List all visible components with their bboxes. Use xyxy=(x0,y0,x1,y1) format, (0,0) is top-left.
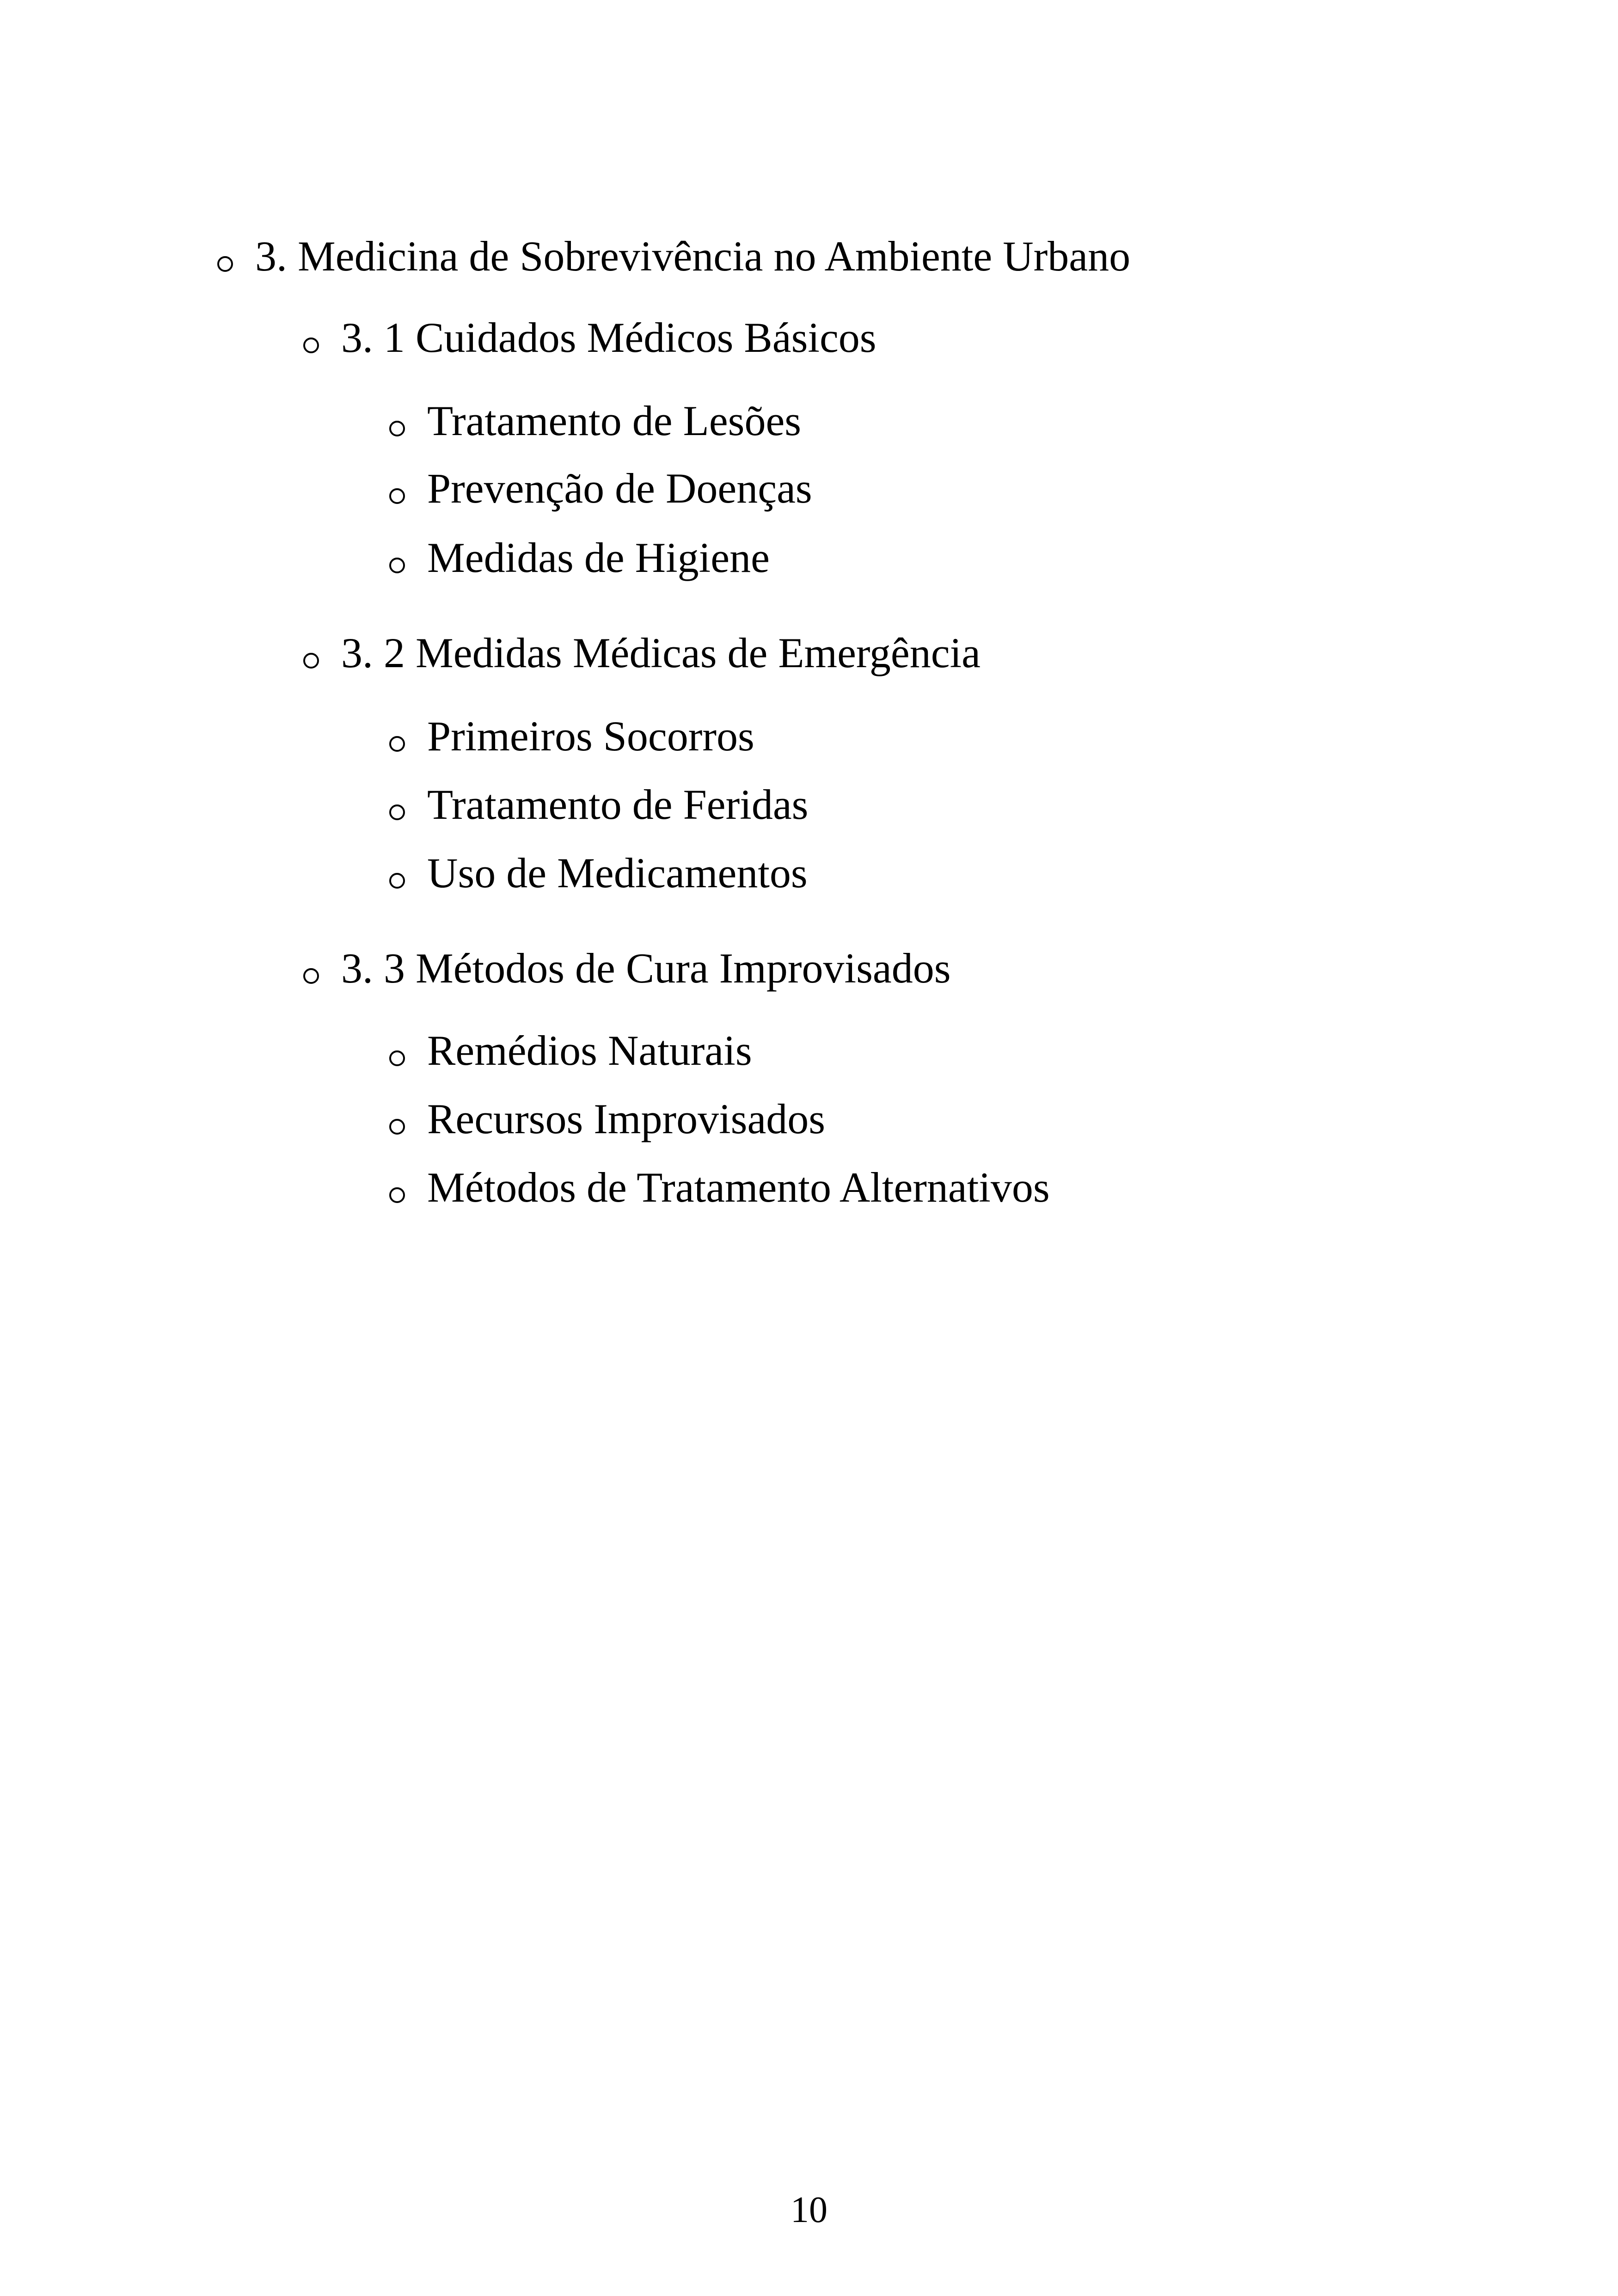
hollow-circle-bullet-icon xyxy=(389,1119,405,1135)
outline-item-label: Prevenção de Doenças xyxy=(427,465,812,512)
outline-item-label: Tratamento de Lesões xyxy=(427,397,802,444)
hollow-circle-bullet-icon xyxy=(303,968,319,984)
outline-item xyxy=(389,399,801,442)
hollow-circle-bullet-icon xyxy=(389,736,405,752)
outline-item xyxy=(389,1029,752,1072)
hollow-circle-bullet-icon xyxy=(389,1187,405,1203)
hollow-circle-bullet-icon xyxy=(303,338,319,353)
subsection-heading: 3. 3 Métodos de Cura Improvisados xyxy=(341,945,951,992)
hollow-circle-bullet-icon xyxy=(389,421,405,436)
hollow-circle-bullet-icon xyxy=(389,488,405,504)
outline-item xyxy=(389,783,808,826)
subsection-heading: 3. 2 Medidas Médicas de Emergência xyxy=(341,629,981,676)
section-heading: 3. Medicina de Sobrevivência no Ambiente Urbano xyxy=(255,233,1131,280)
outline-item-label: Primeiros Socorros xyxy=(427,712,754,760)
hollow-circle-bullet-icon xyxy=(389,1050,405,1066)
outline-item xyxy=(389,467,812,510)
outline-item xyxy=(389,536,770,579)
outline-item xyxy=(389,712,754,760)
outline-item xyxy=(389,1166,1050,1209)
hollow-circle-bullet-icon xyxy=(389,558,405,573)
hollow-circle-bullet-icon xyxy=(217,256,233,272)
page-number: 10 xyxy=(791,2190,827,2230)
subsection-heading: 3. 1 Cuidados Médicos Básicos xyxy=(341,314,876,361)
outline-subsection xyxy=(303,629,981,676)
hollow-circle-bullet-icon xyxy=(389,804,405,820)
outline-section xyxy=(217,233,1131,280)
hollow-circle-bullet-icon xyxy=(389,873,405,889)
outline-item-label: Uso de Medicamentos xyxy=(427,849,808,896)
outline-item-label: Recursos Improvisados xyxy=(427,1095,826,1142)
outline-item-label: Medidas de Higiene xyxy=(427,534,770,581)
hollow-circle-bullet-icon xyxy=(303,653,319,669)
outline-subsection xyxy=(303,945,951,992)
outline-subsection xyxy=(303,316,876,359)
outline-item-label: Métodos de Tratamento Alternativos xyxy=(427,1164,1050,1211)
outline-item xyxy=(389,1095,826,1142)
outline-item-label: Tratamento de Feridas xyxy=(427,781,809,828)
outline-item xyxy=(389,849,808,896)
outline-item-label: Remédios Naturais xyxy=(427,1027,752,1074)
